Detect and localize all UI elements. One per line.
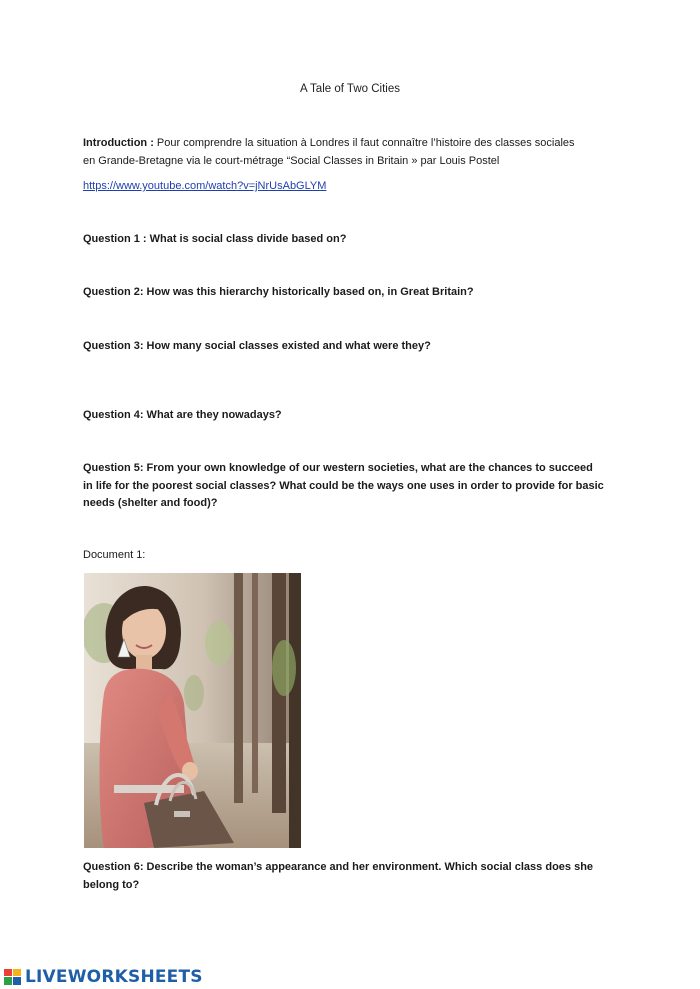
question-4: Question 4: What are they nowadays?	[83, 409, 282, 421]
question-5-line-2: in life for the poorest social classes? What could be the ways one uses in order to provide for basic	[83, 479, 604, 492]
question-5	[83, 460, 623, 513]
document-photo-woman	[84, 573, 301, 848]
introduction-text-1: Pour comprendre la situation à Londres il faut connaître l’histoire des classes sociales	[153, 137, 575, 149]
question-3: Question 3: How many social classes existed and what were they?	[83, 340, 431, 352]
video-link[interactable]: https://www.youtube.com/watch?v=jNrUsAbGLYM	[83, 180, 327, 192]
introduction-line-2: en Grande-Bretagne via le court-métrage “Social Classes in Britain » par Louis Postel	[83, 154, 500, 167]
question-2: Question 2: How was this hierarchy historically based on, in Great Britain?	[83, 286, 474, 298]
question-6-line-2: belong to?	[83, 878, 140, 891]
introduction-paragraph	[83, 135, 623, 170]
document-label: Document 1:	[83, 549, 146, 561]
question-5-line-1: Question 5: From your own knowledge of our western societies, what are the chances to succeed	[83, 462, 593, 474]
liveworksheets-logo[interactable]	[4, 966, 203, 988]
introduction-label: Introduction :	[83, 137, 154, 149]
question-6-line-1: Question 6: Describe the woman’s appearance and her environment. Which social class does she	[83, 861, 594, 873]
question-1: Question 1 : What is social class divide based on?	[83, 233, 347, 245]
question-6	[83, 859, 623, 894]
worksheet-grid-icon	[4, 968, 22, 986]
liveworksheets-wordmark: LIVEWORKSHEETS	[25, 967, 203, 987]
introduction-line-1	[83, 135, 623, 153]
photo-illustration	[84, 573, 301, 848]
page-title: A Tale of Two Cities	[300, 83, 400, 95]
video-link-row	[83, 178, 623, 196]
question-5-line-3: needs (shelter and food)?	[83, 497, 218, 509]
